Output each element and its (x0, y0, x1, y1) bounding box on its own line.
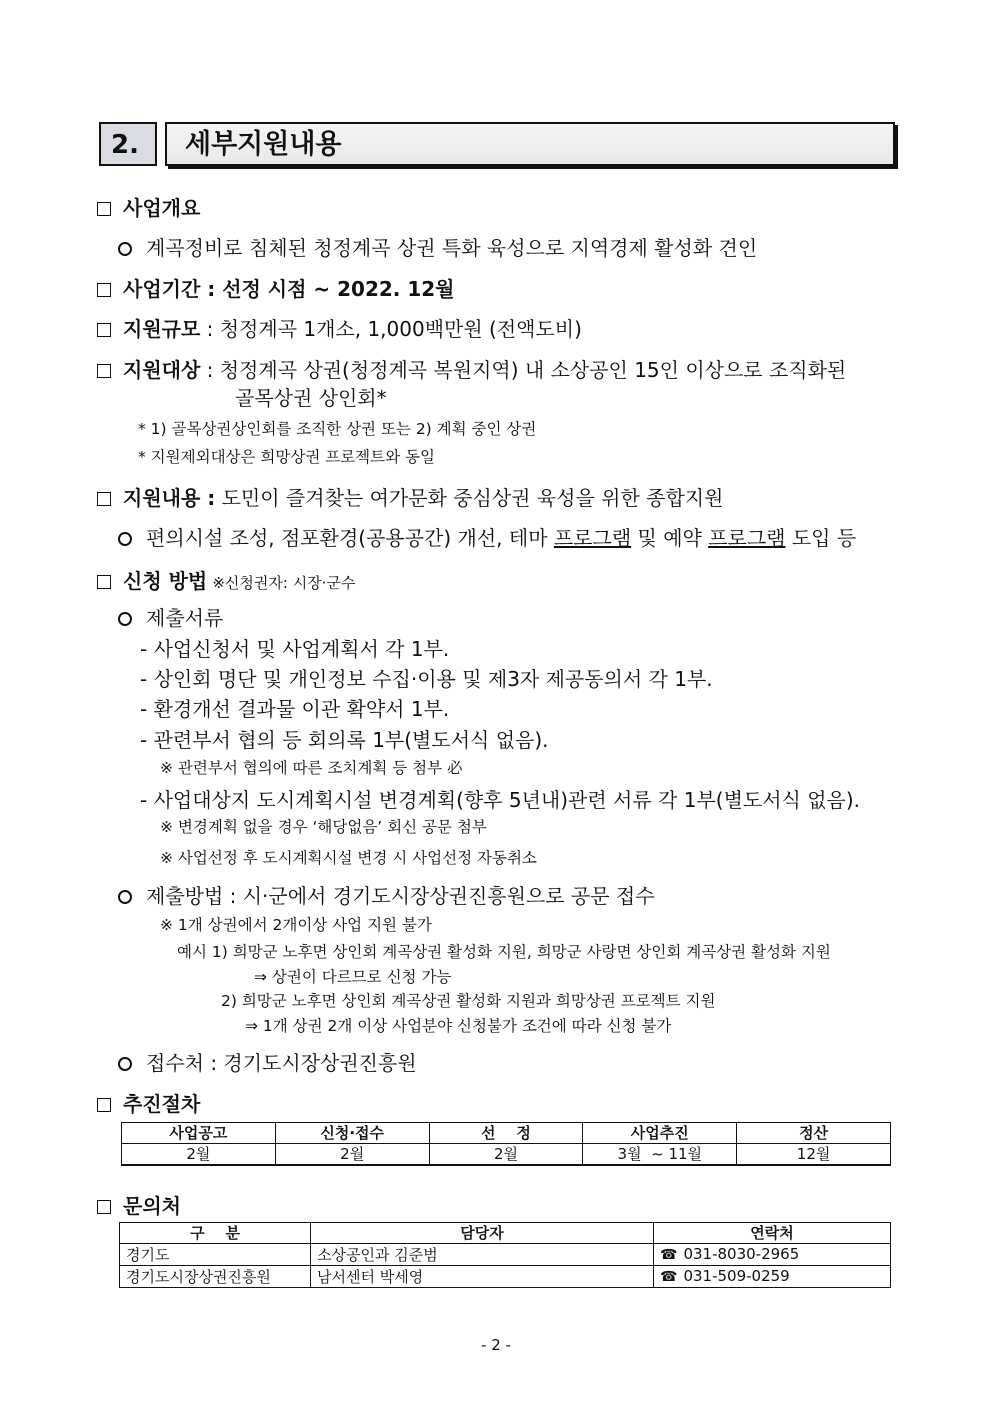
method-row (118, 880, 655, 909)
inquiry-row (120, 1244, 891, 1266)
inquiry-heading-row (97, 1190, 181, 1219)
content-item-underlined: 프로그램 (553, 526, 632, 550)
receiver-text: 접수처 : 경기도시장상권진흥원 (146, 1051, 417, 1075)
content-item-underlined: 프로그램 (708, 526, 786, 550)
procedure-heading-row (97, 1088, 200, 1117)
inquiry-org: 경기도 (120, 1244, 311, 1266)
inquiry-phone-cell (654, 1244, 891, 1266)
content-item-part: 편의시설 조성, 점포환경(공용공간) 개선, 테마 (146, 526, 554, 550)
target-note-2: * 지원제외대상은 희망상권 프로젝트와 동일 (138, 448, 435, 466)
checkbox-square-icon (97, 202, 111, 216)
phone-icon: ☎ (660, 1247, 678, 1263)
inquiry-phone: 031-509-0259 (683, 1267, 790, 1285)
doc-item-1: - 사업신청서 및 사업계획서 각 1부. (140, 637, 450, 661)
example-2-result: ⇒ 1개 상권 2개 이상 사업분야 신청불가 조건에 따라 신청 불가 (245, 1017, 672, 1035)
checkbox-square-icon (97, 364, 111, 378)
checkbox-square-icon (97, 283, 111, 297)
checkbox-square-icon (97, 323, 111, 337)
target-row (97, 354, 846, 383)
inquiry-person: 소상공인과 김준범 (311, 1244, 654, 1266)
doc-item-2: - 상인회 명단 및 개인정보 수집·이용 및 제3자 제공동의서 각 1부. (140, 667, 713, 691)
procedure-value: 3월 ~ 11월 (583, 1144, 737, 1166)
procedure-header-row (122, 1123, 891, 1144)
procedure-heading: 추진절차 (123, 1092, 201, 1116)
circle-bullet-icon (118, 1057, 132, 1071)
procedure-value: 12월 (737, 1144, 891, 1166)
example-2: 2) 희망군 노후면 상인회 계곡상권 활성화 지원과 희망상권 프로젝트 지원 (221, 992, 716, 1010)
target-text-line1: : 청정계곡 상권(청정계곡 복원지역) 내 소상공인 15인 이상으로 조직화된 (206, 358, 847, 382)
doc5-note-1: ※ 변경계획 없을 경우 ‘해당없음’ 회신 공문 첨부 (160, 818, 487, 836)
procedure-header: 선 정 (429, 1123, 583, 1144)
procedure-value: 2월 (122, 1144, 276, 1166)
apply-row (97, 565, 355, 594)
circle-bullet-icon (118, 612, 132, 626)
overview-item-row (118, 232, 757, 261)
content-row (97, 482, 723, 511)
procedure-header: 신청·접수 (275, 1123, 429, 1144)
inquiry-heading: 문의처 (123, 1194, 181, 1218)
method-text: 제출방법 : 시·군에서 경기도시장상권진흥원으로 공문 접수 (146, 884, 655, 908)
scale-row (97, 313, 582, 342)
overview-heading-row (97, 192, 200, 221)
procedure-value: 2월 (429, 1144, 583, 1166)
example-1: 예시 1) 희망군 노후면 상인회 계곡상권 활성화 지원, 희망군 사랑면 상인회 계곡상권 활성화 지원 (177, 943, 831, 961)
receiver-row (118, 1047, 417, 1076)
scale-text: : 청정계곡 1개소, 1,000백만원 (전액도비) (206, 317, 582, 341)
docs-heading: 제출서류 (146, 606, 224, 630)
inquiry-header: 담당자 (311, 1223, 654, 1244)
circle-bullet-icon (118, 532, 132, 546)
target-heading: 지원대상 (123, 358, 201, 382)
procedure-header: 사업공고 (122, 1123, 276, 1144)
section-header (99, 122, 895, 170)
procedure-header: 사업추진 (583, 1123, 737, 1144)
inquiry-header-row (120, 1223, 891, 1244)
procedure-value: 2월 (275, 1144, 429, 1166)
period-row (97, 273, 455, 302)
doc-item-4: - 관련부서 협의 등 회의록 1부(별도서식 없음). (140, 728, 549, 752)
content-heading: 지원내용 : (123, 486, 216, 510)
inquiry-phone: 031-8030-2965 (683, 1245, 800, 1263)
inquiry-row (120, 1266, 891, 1288)
procedure-table (121, 1122, 891, 1166)
docs-heading-row (118, 602, 223, 631)
target-note-1: * 1) 골목상권상인회를 조직한 상권 또는 2) 계획 중인 상권 (138, 420, 537, 438)
target-text-line2: 골목상권 상인회* (235, 386, 387, 410)
inquiry-person: 남서센터 박세영 (311, 1266, 654, 1288)
inquiry-header: 연락처 (654, 1223, 891, 1244)
procedure-header: 정산 (737, 1123, 891, 1144)
inquiry-header: 구 분 (120, 1223, 311, 1244)
checkbox-square-icon (97, 575, 111, 589)
section-number: 2. (99, 122, 157, 166)
doc-note-1: ※ 관련부서 협의에 따른 조치계획 등 첨부 必 (160, 759, 463, 777)
example-1-result: ⇒ 상권이 다르므로 신청 가능 (254, 968, 452, 986)
content-item-row (118, 522, 856, 551)
circle-bullet-icon (118, 242, 132, 256)
doc-item-5: - 사업대상지 도시계획시설 변경계획(향후 5년내)관련 서류 각 1부(별도서식 없음). (140, 788, 861, 812)
doc-item-3: - 환경개선 결과물 이관 확약서 1부. (140, 697, 450, 721)
apply-heading: 신청 방법 (123, 569, 208, 593)
method-note: ※ 1개 상권에서 2개이상 사업 지원 불가 (160, 916, 432, 934)
checkbox-square-icon (97, 1200, 111, 1214)
section-title: 세부지원내용 (165, 122, 895, 166)
inquiry-org: 경기도시장상권진흥원 (120, 1266, 311, 1288)
inquiry-table (119, 1222, 891, 1288)
apply-note: ※신청권자: 시장·군수 (212, 574, 356, 592)
procedure-value-row (122, 1144, 891, 1166)
content-item-part: 및 예약 (631, 526, 709, 550)
checkbox-square-icon (97, 1098, 111, 1112)
content-item-part: 도입 등 (785, 526, 857, 550)
overview-heading: 사업개요 (123, 196, 201, 220)
circle-bullet-icon (118, 890, 132, 904)
scale-heading: 지원규모 (123, 317, 201, 341)
checkbox-square-icon (97, 492, 111, 506)
page-number: - 2 - (481, 1336, 511, 1354)
phone-icon: ☎ (660, 1269, 678, 1285)
doc5-note-2: ※ 사업선정 후 도시계획시설 변경 시 사업선정 자동취소 (160, 849, 537, 867)
content-text: 도민이 즐겨찾는 여가문화 중심상권 육성을 위한 종합지원 (221, 486, 724, 510)
period-heading: 사업기간 : 선정 시점 ~ 2022. 12월 (123, 277, 455, 301)
overview-item: 계곡정비로 침체된 청정계곡 상권 특화 육성으로 지역경제 활성화 견인 (146, 236, 758, 260)
inquiry-phone-cell (654, 1266, 891, 1288)
